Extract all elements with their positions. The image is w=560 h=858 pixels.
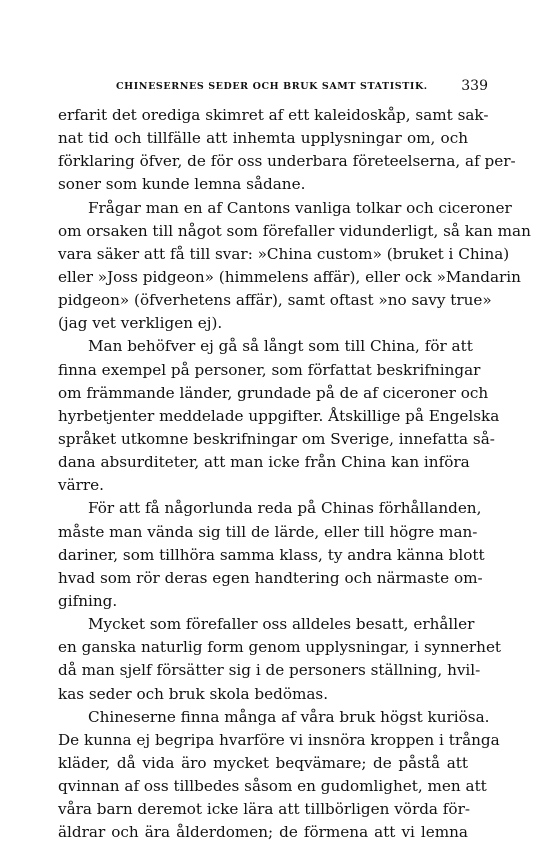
- text-line: erfarit det orediga skimret af ett kaleidoskåp, samt sak-: [58, 106, 489, 124]
- running-title: CHINESERNES SEDER OCH BRUK SAMT STATISTIK.: [116, 81, 428, 92]
- text-line: en ganska naturlig form genom upplysningar, i synnerhet: [58, 638, 502, 657]
- text-line: hyrbetjenter meddelade uppgifter. Åtskillige på Engelska: [58, 406, 500, 425]
- text-line: värre.: [58, 476, 104, 495]
- text-line: Chineserne finna många af våra bruk högst kuriösa.: [88, 707, 490, 726]
- text-line: gifning.: [58, 591, 118, 610]
- body-text: [58, 104, 531, 845]
- text-line: pidgeon» (öfverhetens affär), samt oftast »no savy true»: [58, 291, 492, 310]
- text-line: De kunna ej begripa hvarföre vi insnöra kroppen i trånga: [58, 730, 500, 749]
- text-line: qvinnan af oss tillbedes såsom en gudomlighet, men att: [58, 777, 487, 796]
- text-line: förklaring öfver, de för oss underbara företeelserna, af per-: [58, 152, 516, 171]
- text-line: äldrar och ära ålderdomen; de förmena att vi lemna: [58, 823, 468, 842]
- text-line: våra barn deremot icke lära att tillbörligen vörda för-: [58, 800, 470, 819]
- text-line: dana absurditeter, att man icke från China kan införa: [58, 453, 470, 472]
- running-head: [96, 78, 488, 98]
- text-line: kläder, då vida äro mycket beqvämare; de påstå att: [58, 753, 468, 772]
- text-line: Frågar man en af Cantons vanliga tolkar och ciceroner: [88, 198, 512, 217]
- text-line: om orsaken till något som förefaller vidunderligt, så kan man: [58, 221, 531, 240]
- text-line: hvad som rör deras egen handtering och närmaste om-: [58, 568, 483, 587]
- text-line: nat tid och tillfälle att inhemta upplysningar om, och: [58, 129, 468, 148]
- text-line: För att få någorlunda reda på Chinas förhållanden,: [88, 499, 482, 518]
- text-line: då man sjelf försätter sig i de personers ställning, hvil-: [58, 661, 481, 680]
- text-line: Man behöfver ej gå så långt som till China, för att: [88, 337, 473, 356]
- text-line: (jag vet verkligen ej).: [58, 314, 223, 333]
- page-number: 339: [461, 78, 488, 94]
- text-line: kas seder och bruk skola bedömas.: [58, 684, 329, 703]
- text-line: dariner, som tillhöra samma klass, ty andra känna blott: [58, 545, 485, 564]
- text-line: eller »Joss pidgeon» (himmelens affär), eller ock »Mandarin: [58, 267, 521, 286]
- text-line: finna exempel på personer, som författat beskrifningar: [58, 360, 481, 379]
- text-line: om främmande länder, grundade på de af ciceroner och: [58, 383, 489, 402]
- text-line: vara säker att få till svar: »China custom» (bruket i China): [58, 244, 510, 263]
- text-line: språket utkomne beskrifningar om Sverige, innefatta så-: [58, 429, 495, 448]
- text-line: soner som kunde lemna sådane.: [58, 175, 306, 194]
- text-line: Mycket som förefaller oss alldeles besatt, erhåller: [88, 615, 475, 634]
- text-line: måste man vända sig till de lärde, eller till högre man-: [58, 522, 478, 541]
